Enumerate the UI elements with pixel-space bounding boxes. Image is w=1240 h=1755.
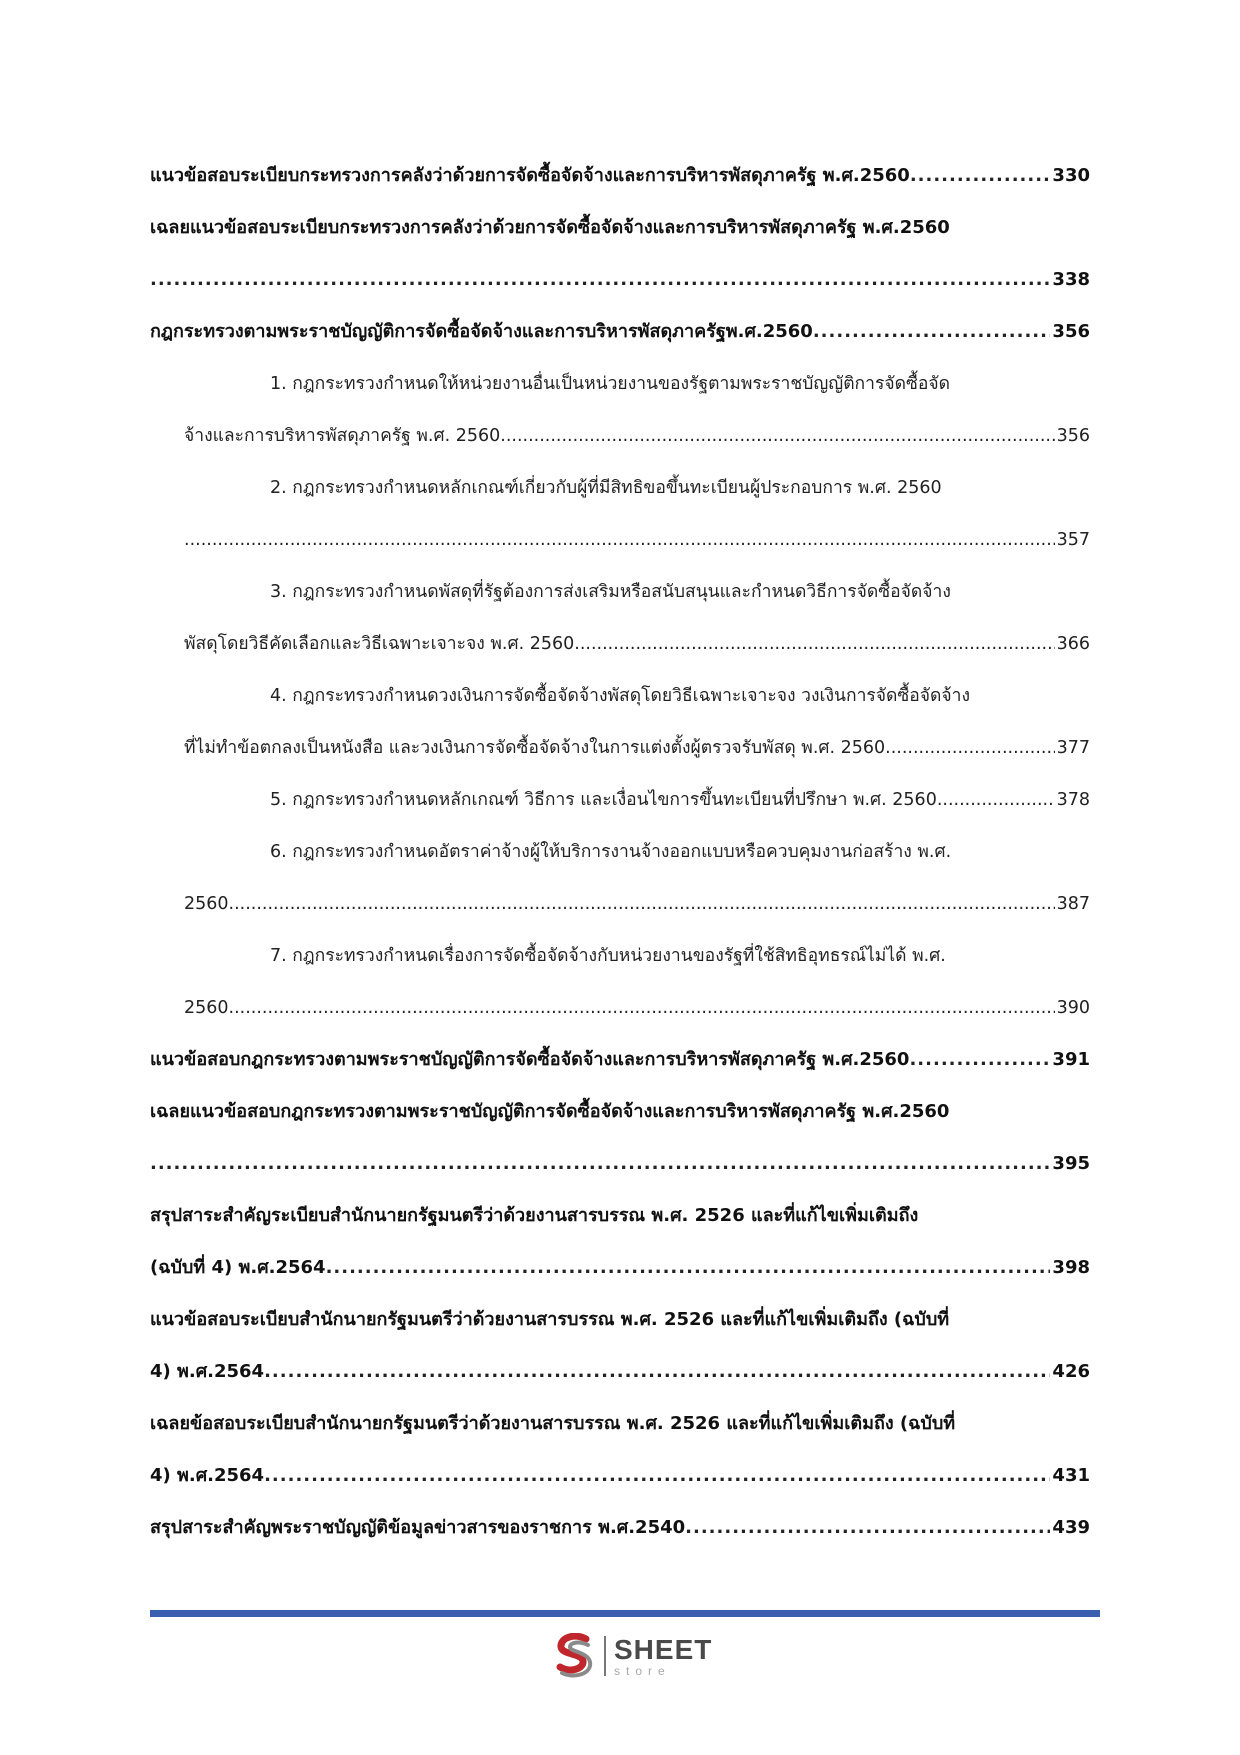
toc-leader-dots	[184, 514, 1055, 566]
toc-leader-dots	[150, 1138, 1050, 1190]
toc-entry-line	[150, 306, 1090, 358]
toc-entry-title: แนวข้อสอบกฎกระทรวงตามพระราชบัญญัติการจัดซื้อจัดจ้างและการบริหารพัสดุภาครัฐ พ.ศ.2560	[150, 1049, 910, 1070]
toc-entry-title: 3. กฎกระทรวงกำหนดพัสดุที่รัฐต้องการส่งเสริมหรือสนับสนุนและกำหนดวิธีการจัดซื้อจัดจ้าง	[270, 582, 951, 602]
toc-entry-title: ที่ไม่ทำข้อตกลงเป็นหนังสือ และวงเงินการจัดซื้อจัดจ้างในการแต่งตั้งผู้ตรวจรับพัสดุ พ.ศ. 2560	[184, 738, 886, 758]
toc-entry-title: (ฉบับที่ 4) พ.ศ.2564	[150, 1257, 326, 1278]
toc-entry-title: 6. กฎกระทรวงกำหนดอัตราค่าจ้างผู้ให้บริการงานจ้างออกแบบหรือควบคุมงานก่อสร้าง พ.ศ.	[270, 842, 952, 862]
toc-page-number: 377	[1056, 738, 1090, 758]
toc-leader-dots	[909, 1034, 1050, 1086]
toc-entry-title: 7. กฎกระทรวงกำหนดเรื่องการจัดซื้อจัดจ้างกับหน่วยงานของรัฐที่ใช้สิทธิอุทธรณ์ไม่ได้ พ.ศ.	[270, 946, 946, 966]
toc-page-number: 330	[1052, 165, 1090, 186]
toc-entry[interactable]	[150, 566, 1090, 670]
toc-page-number: 431	[1052, 1465, 1090, 1486]
toc-entry-line	[150, 462, 1090, 514]
toc-entry-title: 4) พ.ศ.2564	[150, 1465, 265, 1486]
toc-entry-title: แนวข้อสอบระเบียบกระทรวงการคลังว่าด้วยการจัดซื้อจัดจ้างและการบริหารพัสดุภาครัฐ พ.ศ.2560	[150, 165, 910, 186]
toc-entry-title: กฎกระทรวงตามพระราชบัญญัติการจัดซื้อจัดจ้างและการบริหารพัสดุภาครัฐพ.ศ.2560	[150, 321, 813, 342]
toc-entry-line	[150, 774, 1090, 826]
toc-leader-dots	[326, 1242, 1051, 1294]
toc-entry-line	[150, 1346, 1090, 1398]
toc-entry-title: สรุปสาระสำคัญพระราชบัญญัติข้อมูลข่าวสารของราชการ พ.ศ.2540	[150, 1517, 686, 1538]
toc-entry-line	[150, 1450, 1090, 1502]
toc-entry-line	[150, 1138, 1090, 1190]
toc-page-number: 398	[1052, 1257, 1090, 1278]
toc-page-number: 338	[1052, 269, 1090, 290]
logo-sub-text: store	[614, 1663, 671, 1678]
toc-entry-line	[150, 1086, 1090, 1138]
toc-entry[interactable]	[150, 1190, 1090, 1294]
toc-entry-title: 2560	[184, 998, 229, 1018]
toc-entry-line	[150, 1294, 1090, 1346]
toc-page-number: 356	[1052, 321, 1090, 342]
toc-entry-line	[150, 1398, 1090, 1450]
toc-leader-dots	[229, 878, 1055, 930]
toc-entry-line	[150, 722, 1090, 774]
toc-entry[interactable]	[150, 930, 1090, 1034]
toc-entry[interactable]	[150, 1502, 1090, 1554]
toc-entry-line	[150, 1502, 1090, 1554]
toc-page-number: 391	[1052, 1049, 1090, 1070]
toc-leader-dots	[264, 1450, 1050, 1502]
toc-entry-line	[150, 202, 1090, 254]
toc-page-number: 378	[1056, 790, 1090, 810]
toc-entry-line	[150, 410, 1090, 462]
toc-entry-title: เฉลยแนวข้อสอบกฎกระทรวงตามพระราชบัญญัติการจัดซื้อจัดจ้างและการบริหารพัสดุภาครัฐ พ.ศ.2560	[150, 1101, 950, 1122]
toc-leader-dots	[500, 410, 1054, 462]
toc-entry-line	[150, 670, 1090, 722]
toc-entry[interactable]	[150, 150, 1090, 202]
toc-leader-dots	[150, 254, 1050, 306]
toc-leader-dots	[229, 982, 1055, 1034]
toc-page-number: 390	[1056, 998, 1090, 1018]
toc-entry-line	[150, 1242, 1090, 1294]
toc-entry[interactable]	[150, 462, 1090, 566]
logo-wordmark	[614, 1633, 713, 1678]
toc-entry[interactable]	[150, 1034, 1090, 1086]
toc-page-number: 357	[1056, 530, 1090, 550]
toc-entry-title: 1. กฎกระทรวงกำหนดให้หน่วยงานอื่นเป็นหน่วยงานของรัฐตามพระราชบัญญัติการจัดซื้อจัด	[270, 374, 951, 394]
toc-entry-title: 2. กฎกระทรวงกำหนดหลักเกณฑ์เกี่ยวกับผู้ที่มีสิทธิขอขึ้นทะเบียนผู้ประกอบการ พ.ศ. 2560	[270, 478, 942, 498]
sheet-store-logo	[552, 1632, 712, 1680]
toc-leader-dots	[574, 618, 1054, 670]
logo-separator	[604, 1636, 606, 1676]
toc-entry-line	[150, 618, 1090, 670]
toc-leader-dots	[910, 150, 1051, 202]
toc-entry[interactable]	[150, 306, 1090, 358]
toc-leader-dots	[264, 1346, 1050, 1398]
sheet-store-s-logo-icon	[552, 1633, 596, 1679]
toc-entry[interactable]	[150, 358, 1090, 462]
toc-page-number: 395	[1052, 1153, 1090, 1174]
toc-entry-title: สรุปสาระสำคัญระเบียบสำนักนายกรัฐมนตรีว่าด้วยงานสารบรรณ พ.ศ. 2526 และที่แก้ไขเพิ่มเติมถึง	[150, 1205, 919, 1226]
toc-entry[interactable]	[150, 774, 1090, 826]
toc-entry-line	[150, 826, 1090, 878]
toc-entry-title: แนวข้อสอบระเบียบสำนักนายกรัฐมนตรีว่าด้วยงานสารบรรณ พ.ศ. 2526 และที่แก้ไขเพิ่มเติมถึง (ฉบับที่	[150, 1309, 950, 1330]
toc-leader-dots	[685, 1502, 1050, 1554]
toc-page-number: 366	[1056, 634, 1090, 654]
toc-entry[interactable]	[150, 1398, 1090, 1502]
toc-entry-line	[150, 358, 1090, 410]
toc-entry-title: เฉลยข้อสอบระเบียบสำนักนายกรัฐมนตรีว่าด้วยงานสารบรรณ พ.ศ. 2526 และที่แก้ไขเพิ่มเติมถึง (ฉบับที่	[150, 1413, 956, 1434]
toc-entry-line	[150, 878, 1090, 930]
toc-entry-title: 2560	[184, 894, 229, 914]
toc-entry-line	[150, 254, 1090, 306]
toc-entry-line	[150, 1034, 1090, 1086]
toc-page-number: 387	[1056, 894, 1090, 914]
toc-entry-title: จ้างและการบริหารพัสดุภาครัฐ พ.ศ. 2560	[184, 426, 501, 446]
toc-leader-dots	[937, 774, 1055, 826]
toc-entry-line	[150, 566, 1090, 618]
toc-entry-line	[150, 1190, 1090, 1242]
toc-entry-line	[150, 514, 1090, 566]
toc-entry[interactable]	[150, 670, 1090, 774]
toc-entry-title: 5. กฎกระทรวงกำหนดหลักเกณฑ์ วิธีการ และเงื่อนไขการขึ้นทะเบียนที่ปรึกษา พ.ศ. 2560	[270, 790, 937, 810]
footer-divider	[150, 1610, 1100, 1617]
toc-entry[interactable]	[150, 202, 1090, 306]
toc-page-number: 356	[1056, 426, 1090, 446]
toc-entry-title: 4. กฎกระทรวงกำหนดวงเงินการจัดซื้อจัดจ้างพัสดุโดยวิธีเฉพาะเจาะจง วงเงินการจัดซื้อจัดจ้าง	[270, 686, 971, 706]
toc-entry[interactable]	[150, 1086, 1090, 1190]
toc-entry-line	[150, 150, 1090, 202]
toc-page-number: 439	[1052, 1517, 1090, 1538]
table-of-contents	[150, 150, 1090, 1554]
toc-entry-line	[150, 930, 1090, 982]
toc-page-number: 426	[1052, 1361, 1090, 1382]
toc-entry[interactable]	[150, 826, 1090, 930]
toc-leader-dots	[885, 722, 1054, 774]
toc-entry-title: พัสดุโดยวิธีคัดเลือกและวิธีเฉพาะเจาะจง พ.ศ. 2560	[184, 634, 575, 654]
toc-entry-line	[150, 982, 1090, 1034]
toc-entry-title: 4) พ.ศ.2564	[150, 1361, 265, 1382]
toc-entry-title: เฉลยแนวข้อสอบระเบียบกระทรวงการคลังว่าด้วยการจัดซื้อจัดจ้างและการบริหารพัสดุภาครัฐ พ.ศ.2560	[150, 217, 950, 238]
toc-leader-dots	[813, 306, 1051, 358]
toc-entry[interactable]	[150, 1294, 1090, 1398]
logo-brand-text: SHEET	[614, 1633, 713, 1665]
